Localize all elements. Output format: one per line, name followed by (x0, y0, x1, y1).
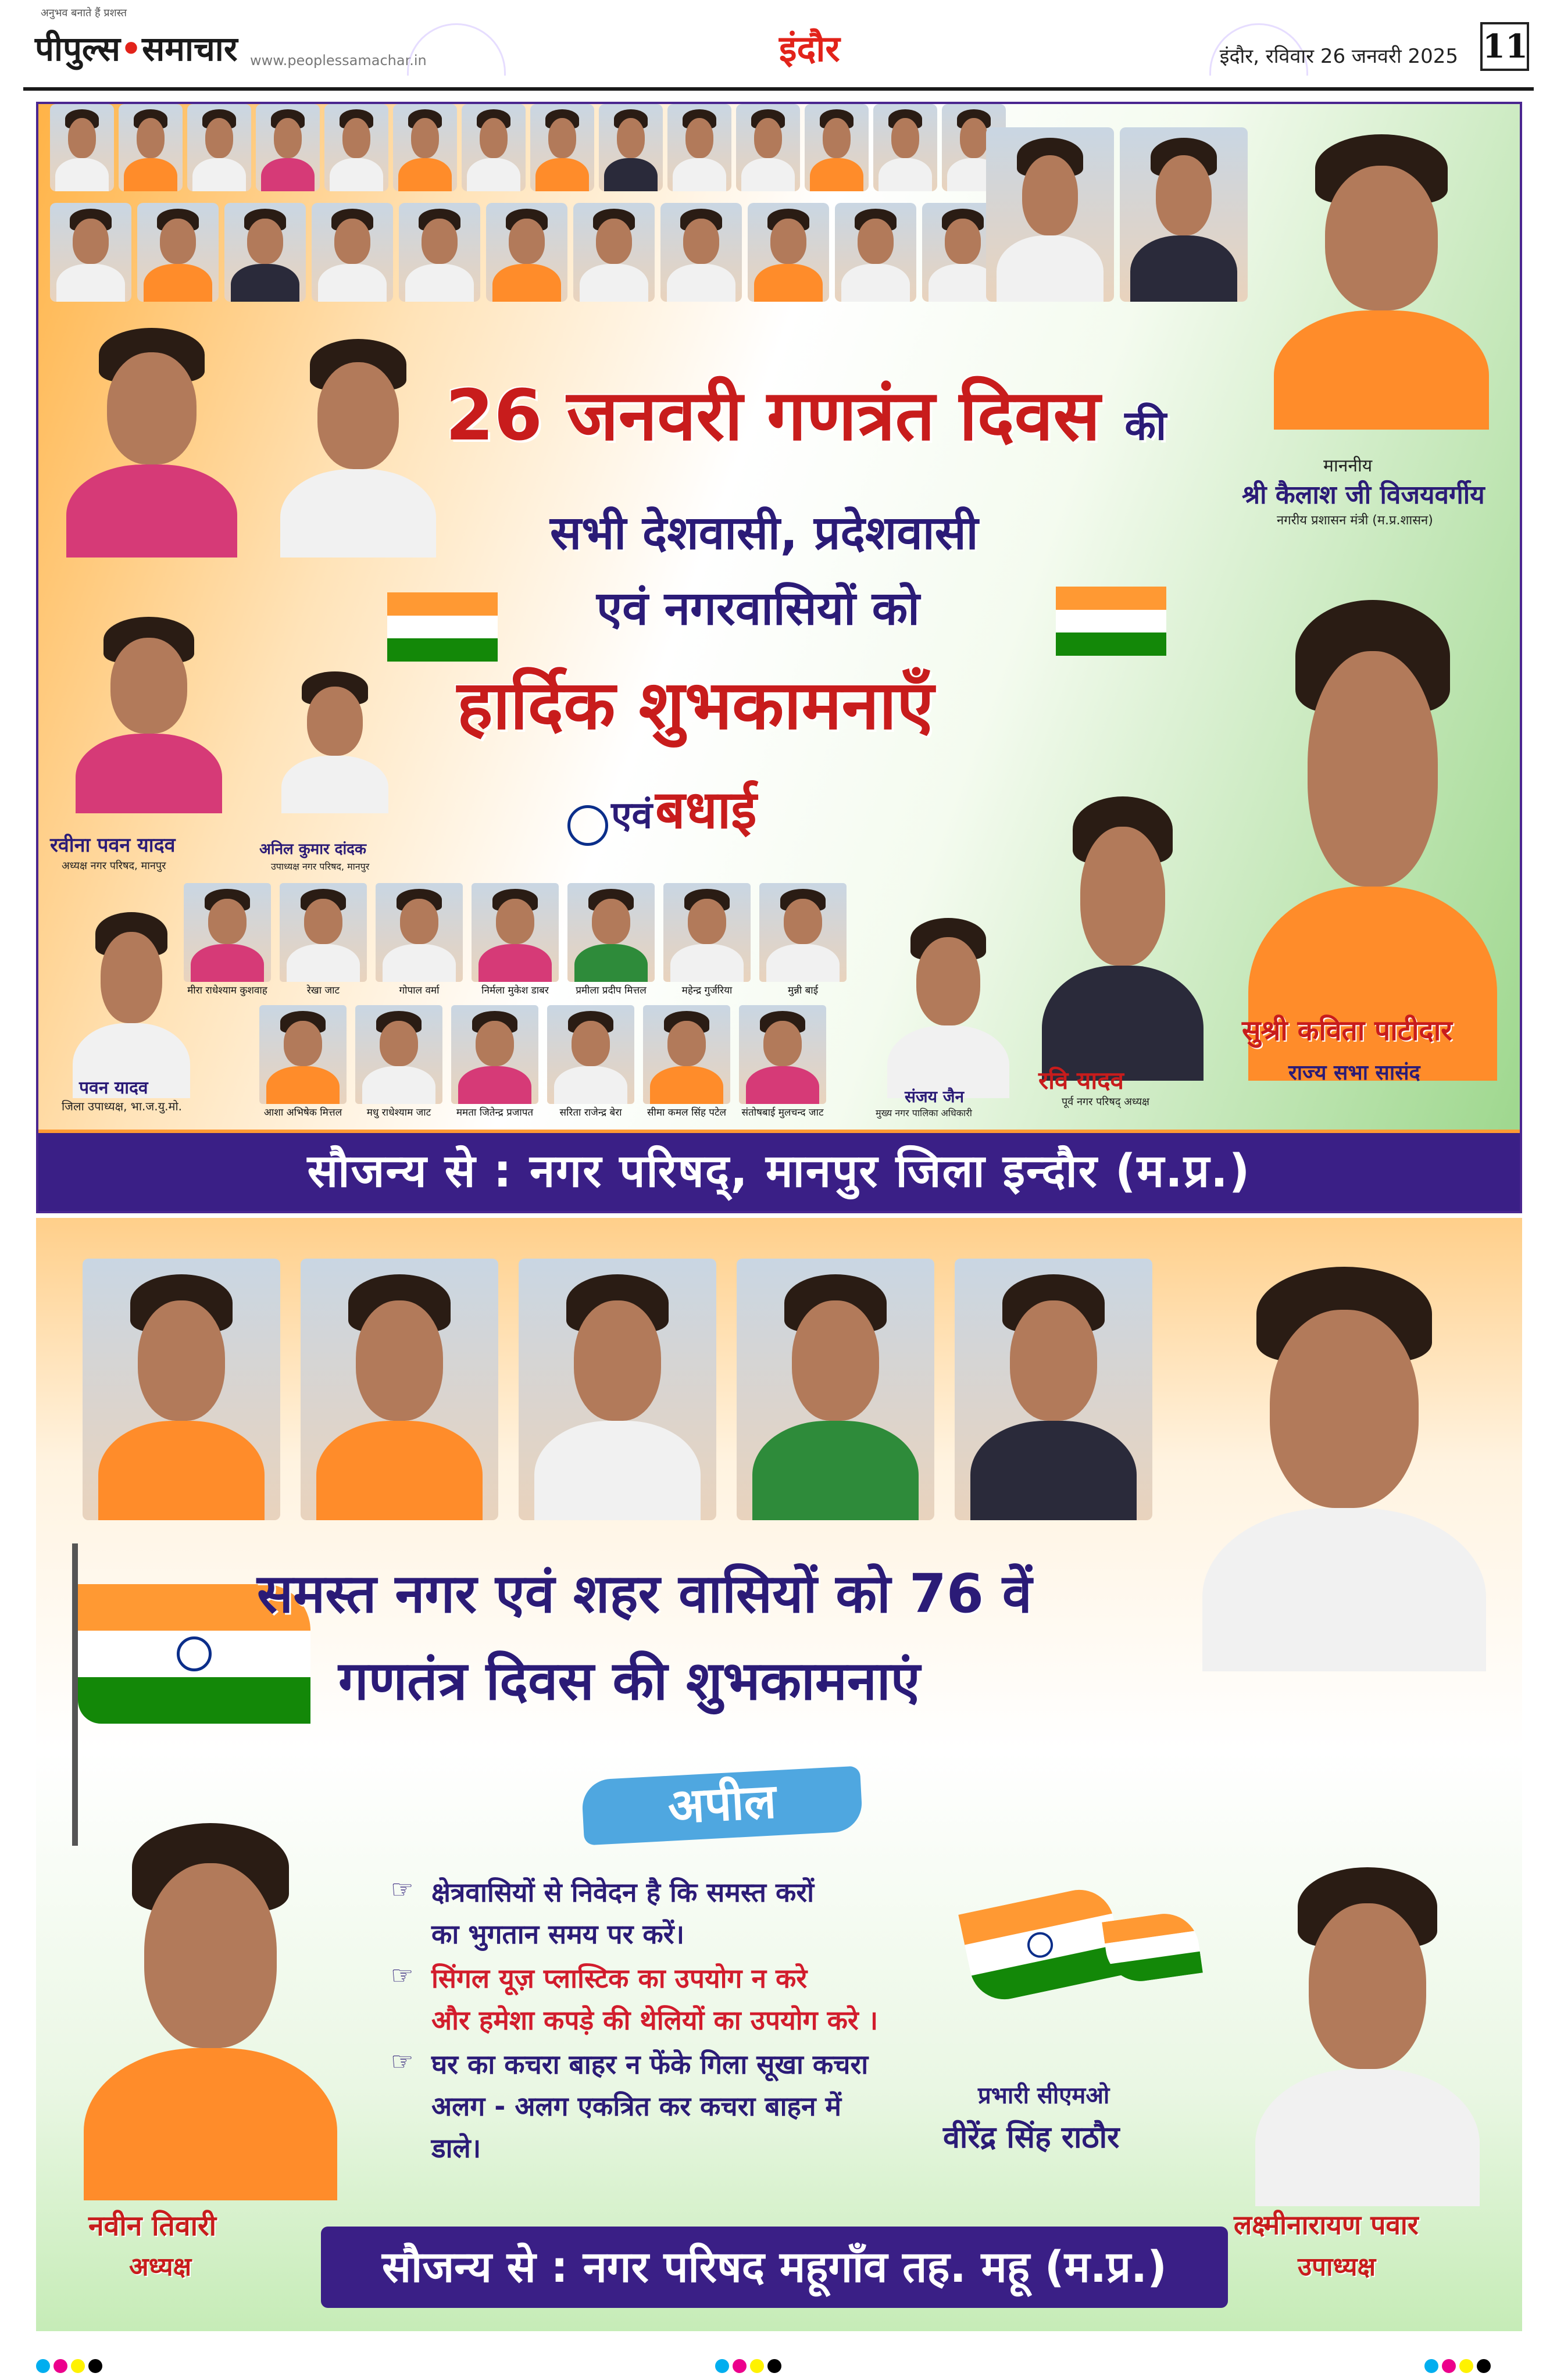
vp-title: उपाध्यक्ष (1298, 2252, 1376, 2282)
headline-text: 26 जनवरी गणत्रंत दिवस (445, 376, 1101, 456)
flag-swoosh-icon (387, 592, 498, 662)
website-url[interactable]: www.peoplessamachar.in (250, 52, 427, 69)
councillor-name: आशा अभिषेक मित्तल (263, 1107, 342, 1118)
portrait (519, 1259, 716, 1520)
pointing-hand-icon: ☞ (391, 2047, 414, 2077)
courtesy-banner: सौजन्य से : नगर परिषद महूगाँव तह. महू (म.प्र.) (321, 2227, 1228, 2308)
portrait (748, 203, 829, 302)
leader-honorific: माननीय (1323, 456, 1373, 476)
cmo-name: वीरेंद्र सिंह राठौर (943, 2120, 1120, 2155)
portrait-large (50, 313, 253, 558)
appeal-line: घर का कचरा बाहर न फेंके गिला सूखा कचरा (431, 2049, 869, 2080)
portrait (737, 1259, 934, 1520)
portrait-ravi (1027, 778, 1219, 1081)
brand-left: पीपुल्स (35, 29, 120, 69)
portrait-pawan (62, 900, 201, 1098)
p2-title: उपाध्यक्ष नगर परिषद, मानपुर (271, 861, 370, 872)
cmo-title: प्रभारी सीएमओ (978, 2082, 1110, 2109)
president-title: अध्यक्ष (129, 2252, 192, 2282)
appeal-line: का भुगतान समय पर करें। (431, 1918, 685, 1950)
logo-dot-icon: • (120, 29, 142, 69)
flag-swoosh-icon (958, 1884, 1126, 2006)
flag-swoosh-icon (1056, 587, 1166, 656)
councillor-card (451, 1005, 538, 1118)
portrait (119, 104, 183, 191)
masthead-rule (23, 87, 1534, 91)
portrait (805, 104, 869, 191)
headline-suffix: की (1124, 402, 1167, 449)
subheadline-2: एवं नगरवासियों को (597, 581, 920, 635)
portrait-president (59, 1799, 362, 2200)
portrait (955, 1259, 1152, 1520)
appeal-line: और हमेशा कपड़े की थेलियों का उपयोग करे । (431, 2004, 879, 2036)
p5-title: पूर्व नगर परिषद् अध्यक्ष (1062, 1096, 1149, 1108)
appeal-line: सिंगल यूज़ प्लास्टिक का उपयोग न करे (431, 1963, 808, 1994)
registration-marks-left (36, 2359, 106, 2371)
leader-name: श्री कैलाश जी विजयवर्गीय (1242, 480, 1485, 510)
greeting-2-word: बधाई (655, 780, 757, 841)
greeting-text: हार्दिक शुभकामनाएँ (457, 666, 934, 745)
p5-name: रवि यादव (1038, 1066, 1124, 1095)
portrait (83, 1259, 280, 1520)
portrait (486, 203, 567, 302)
councillor-name: ममता जितेन्द्र प्रजापत (456, 1107, 534, 1118)
portrait (312, 203, 393, 302)
councillor-name: गोपाल वर्मा (399, 985, 440, 996)
councillor-card (280, 883, 367, 996)
portrait (462, 104, 526, 191)
page-number: 11 (1480, 22, 1529, 71)
newspaper-logo[interactable] (35, 24, 238, 70)
councillor-card (663, 883, 751, 996)
section-city: इंदौर (779, 27, 840, 70)
flag-swoosh-icon (1102, 1909, 1203, 1985)
portrait (256, 104, 320, 191)
mp-title: राज्य सभा सासंद (1288, 1061, 1420, 1085)
councillor-name: निर्मला मुकेश डाबर (481, 985, 549, 996)
councillor-name: सीमा कमल सिंह पटेल (647, 1107, 727, 1118)
councillor-card (643, 1005, 730, 1118)
councillor-name: रेखा जाट (306, 985, 340, 996)
portrait (50, 203, 131, 302)
councillor-card (567, 883, 655, 996)
portrait (530, 104, 594, 191)
portrait (324, 104, 388, 191)
appeal-line: क्षेत्रवासियों से निवेदन है कि समस्त करों (431, 1877, 815, 1908)
headline-line1: समस्त नगर एवं शहर वासियों को 76 वें (257, 1563, 1033, 1625)
portrait (835, 203, 916, 302)
president-name: नवीन तिवारी (88, 2210, 217, 2242)
portrait (187, 104, 251, 191)
p3-name: पवन यादव (79, 1078, 148, 1098)
portrait-vice-president (1234, 1846, 1501, 2206)
councillor-card (184, 883, 271, 996)
chakra-decoration-icon (407, 23, 506, 76)
registration-marks-center (715, 2359, 785, 2371)
headline (445, 366, 1166, 460)
councillor-card (355, 1005, 442, 1118)
subheadline-1: सभी देशवासी, प्रदेशवासी (550, 506, 979, 560)
p1-name: रवीना पवन यादव (50, 834, 176, 857)
portrait-large (1120, 127, 1248, 302)
greeting-2-prefix: एवं (611, 794, 653, 837)
p3-title: जिला उपाध्यक्ष, भा.ज.यु.मो. (62, 1099, 183, 1113)
portrait-kavita (1224, 569, 1521, 1081)
p2-name: अनिल कुमार दांदक (259, 841, 366, 858)
portrait (137, 203, 219, 302)
councillor-name: मुन्नी बाई (787, 985, 819, 996)
portrait-sanjay (876, 906, 1021, 1098)
portrait (736, 104, 800, 191)
pointing-hand-icon: ☞ (391, 1875, 414, 1904)
councillor-card (759, 883, 847, 996)
p4-name: संजय जैन (905, 1087, 965, 1106)
vp-name: लक्ष्मीनारायण पवार (1234, 2209, 1419, 2240)
mp-name: सुश्री कविता पाटीदार (1242, 1014, 1452, 1047)
leader-title: नगरीय प्रशासन मंत्री (म.प्र.शासन) (1277, 513, 1433, 528)
portrait-large (265, 325, 451, 558)
pointing-hand-icon: ☞ (391, 1961, 414, 1991)
dateline: इंदौर, रविवार 26 जनवरी 2025 (1219, 45, 1458, 68)
portrait (667, 104, 731, 191)
councillor-name: संतोषबाई मुलचन्द जाट (741, 1107, 824, 1118)
p1-title: अध्यक्ष नगर परिषद, मानपुर (62, 860, 166, 872)
portrait (599, 104, 663, 191)
courtesy-banner: सौजन्य से : नगर परिषद्, मानपुर जिला इन्दौर (म.प्र.) (38, 1130, 1520, 1211)
portrait-ravina (62, 604, 236, 813)
councillor-name: मधु राधेश्याम जाट (366, 1107, 431, 1118)
councillor-name: सरिता राजेन्द्र बेरा (559, 1107, 622, 1118)
appeal-badge: अपील (581, 1766, 863, 1846)
portrait (660, 203, 742, 302)
portrait (873, 104, 937, 191)
appeal-line: डाले। (431, 2132, 481, 2164)
brand-tagline: अनुभव बनाते हैं प्रशस्त (41, 7, 127, 19)
portrait (399, 203, 480, 302)
appeal-line: अलग - अलग एकत्रित कर कचरा बाहन में (431, 2090, 841, 2122)
portrait-large (1176, 1241, 1513, 1671)
ashoka-chakra-icon (567, 805, 608, 846)
councillor-name: महेन्द्र गुर्जरिया (681, 985, 733, 996)
headline-line2: गणतंत्र दिवस की शुभकामनाएं (338, 1650, 920, 1712)
councillor-card (472, 883, 559, 996)
portrait (393, 104, 457, 191)
p4-title: मुख्य नगर पालिका अधिकारी (876, 1107, 972, 1118)
brand-right: समाचार (142, 29, 238, 69)
portrait (301, 1259, 498, 1520)
councillor-card (376, 883, 463, 996)
portrait-anil (271, 662, 399, 813)
ad-mhowgaon-republic-day (36, 1218, 1522, 2331)
portrait (573, 203, 655, 302)
ad-manpur-republic-day (36, 102, 1522, 1213)
portrait (224, 203, 306, 302)
portrait-large (986, 127, 1114, 302)
councillor-card (739, 1005, 826, 1118)
registration-marks-right (1424, 2359, 1494, 2371)
leader-portrait (1254, 116, 1509, 430)
councillor-card (259, 1005, 347, 1118)
councillor-card (547, 1005, 634, 1118)
portrait (50, 104, 114, 191)
councillor-name: प्रमीला प्रदीप मित्तल (576, 985, 647, 996)
masthead (0, 0, 1557, 100)
greeting-2 (567, 773, 756, 846)
councillor-name: मीरा राधेश्याम कुशवाह (187, 985, 267, 996)
